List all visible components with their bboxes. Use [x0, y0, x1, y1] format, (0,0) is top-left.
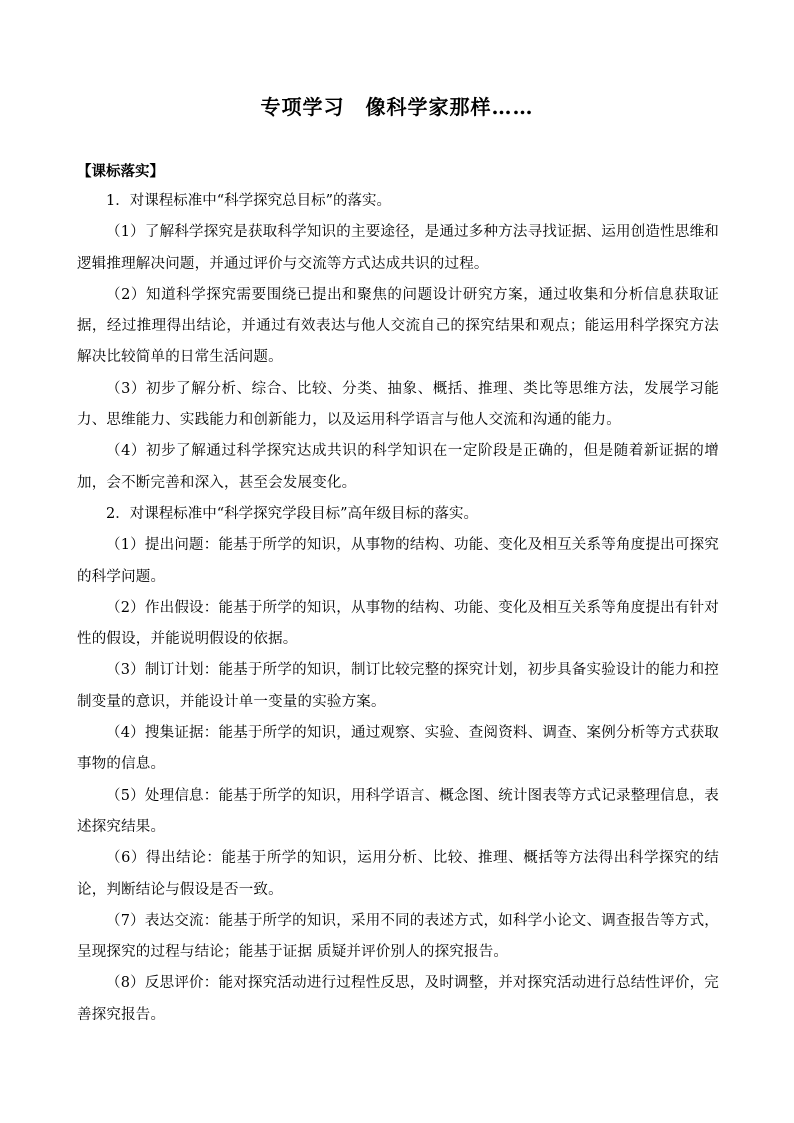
point-1-item-1: （1）了解科学探究是获取科学知识的主要途径，是通过多种方法寻找证据、运用创造性思维和逻辑推理解决问题，并通过评价与交流等方式达成共识的过程。	[77, 224, 719, 272]
point-2-item-8: （8）反思评价：能对探究活动进行过程性反思，及时调整，并对探究活动进行总结性评价，完善探究报告。	[77, 975, 719, 1023]
point-1-item-3: （3）初步了解分析、综合、比较、分类、抽象、概括、推理、类比等思维方法，发展学习能力、思维能力、实践能力和创新能力，以及运用科学语言与他人交流和沟通的能力。	[77, 380, 719, 429]
point-2-item-6: （6）得出结论：能基于所学的知识，运用分析、比较、推理、概括等方法得出科学探究的结论，判断结论与假设是否一致。	[77, 850, 719, 898]
section-heading: 【课标落实】	[77, 163, 164, 180]
point-2-item-2: （2）作出假设：能基于所学的知识，从事物的结构、功能、变化及相互关系等角度提出有针对性的假设，并能说明假设的依据。	[77, 599, 719, 648]
document-body	[77, 158, 719, 1031]
point-2-item-3: （3）制订计划：能基于所学的知识，制订比较完整的探究计划，初步具备实验设计的能力和控制变量的意识，并能设计单一变量的实验方案。	[77, 662, 719, 710]
page-title: 专项学习 像科学家那样……	[260, 95, 534, 119]
point-1-item-2: （2）知道科学探究需要围绕已提出和聚焦的问题设计研究方案，通过收集和分析信息获取证据，经过推理得出结论，并通过有效表达与他人交流自己的探究结果和观点；能运用科学探究方法解决比较简单的日常生活问题。	[77, 286, 719, 366]
point-2-item-1: （1）提出问题：能基于所学的知识，从事物的结构、功能、变化及相互关系等角度提出可探究的科学问题。	[77, 537, 719, 585]
point-2-heading: 2．对课程标准中“科学探究学段目标”高年级目标的落实。	[106, 505, 479, 522]
point-1-item-4: （4）初步了解通过科学探究达成共识的科学知识在一定阶段是正确的，但是随着新证据的增加，会不断完善和深入，甚至会发展变化。	[77, 443, 719, 491]
point-2-item-5: （5）处理信息：能基于所学的知识，用科学语言、概念图、统计图表等方式记录整理信息，表述探究结果。	[77, 787, 719, 835]
point-2-item-4: （4）搜集证据：能基于所学的知识，通过观察、实验、查阅资料、调查、案例分析等方式获取事物的信息。	[77, 725, 719, 773]
point-2-item-7: （7）表达交流：能基于所学的知识，采用不同的表述方式，如科学小论文、调查报告等方式，呈现探究的过程与结论；能基于证据 质疑并评价别人的探究报告。	[77, 912, 719, 961]
point-1-heading: 1．对课程标准中“科学探究总目标”的落实。	[106, 193, 392, 209]
